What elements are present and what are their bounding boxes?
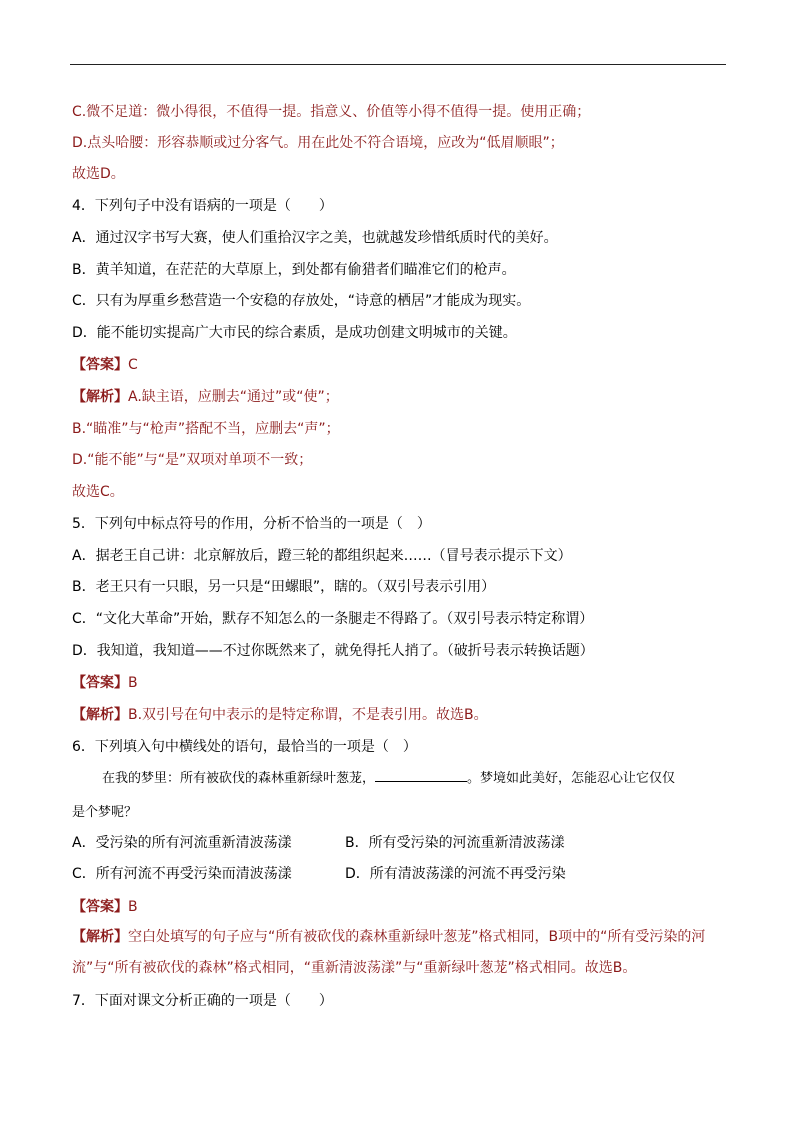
q4-explanation-d: D.“能不能”与“是”双项对单项不一致； bbox=[72, 452, 313, 468]
answer-tag: 【答案】 bbox=[72, 899, 128, 915]
q6-passage-line2: 是个梦呢？ bbox=[72, 805, 138, 820]
q6-explanation bbox=[72, 922, 726, 984]
explanation-text: 空白处填写的句子应与“所有被砍伐的森林重新绿叶葱茏”格式相同，B项中的“所有受污染的河流”与“所有被砍伐的森林”格式相同，“重新清波荡漾”与“重新绿叶葱茏”格式相同。故选B。 bbox=[72, 929, 706, 976]
explanation-tag: 【解析】 bbox=[72, 389, 128, 405]
explanation-text: A.缺主语，应删去“通过”或“使”； bbox=[128, 389, 339, 405]
explanation-tag: 【解析】 bbox=[72, 707, 128, 723]
q4-explanation-b: B.“瞄准”与“枪声”搭配不当，应删去“声”； bbox=[72, 421, 340, 437]
passage-text-1: 在我的梦里：所有被砍伐的森林重新绿叶葱茏， bbox=[102, 771, 376, 786]
q4-option-d: D．能不能切实提高广大市民的综合素质，是成功创建文明城市的关键。 bbox=[72, 325, 517, 341]
explanation-tag: 【解析】 bbox=[72, 929, 128, 945]
answer-tag: 【答案】 bbox=[72, 675, 128, 691]
answer-tag: 【答案】 bbox=[72, 357, 128, 373]
q4-option-c: C．只有为厚重乡愁营造一个安稳的存放处，“诗意的栖居”才能成为现实。 bbox=[72, 293, 531, 309]
q4-option-a: A．通过汉字书写大赛，使人们重拾汉字之美，也就越发珍惜纸质时代的美好。 bbox=[72, 230, 558, 246]
q5-explanation bbox=[72, 706, 488, 724]
q6-option-b: B．所有受污染的河流重新清波荡漾 bbox=[345, 835, 565, 851]
q5-option-c: C．“文化大革命”开始，默存不知怎么的一条腿走不得路了。（双引号表示特定称谓） bbox=[72, 611, 594, 627]
q4-explanation-a bbox=[72, 388, 339, 406]
explanation-text: B.双引号在句中表示的是特定称谓，不是表引用。故选B。 bbox=[128, 707, 488, 723]
question-6: 6．下列填入句中横线处的语句，最恰当的一项是（ ） bbox=[72, 739, 417, 755]
q5-answer bbox=[72, 674, 138, 692]
header-rule bbox=[70, 64, 726, 65]
q5-option-b: B．老王只有一只眼，另一只是“田螺眼”，瞎的。（双引号表示引用） bbox=[72, 579, 496, 595]
passage-text-2: 。梦境如此美好，怎能忍心让它仅仅 bbox=[467, 771, 676, 786]
question-5: 5．下列句中标点符号的作用，分析不恰当的一项是（ ） bbox=[72, 516, 431, 532]
question-7: 7．下面对课文分析正确的一项是（ ） bbox=[72, 993, 333, 1009]
choose-d: 故选D。 bbox=[72, 166, 125, 182]
answer-value: B bbox=[128, 899, 138, 915]
q6-option-d: D．所有清波荡漾的河流不再受污染 bbox=[345, 866, 566, 882]
q5-option-a: A．据老王自己讲：北京解放后，蹬三轮的都组织起来……（冒号表示提示下文） bbox=[72, 548, 572, 564]
fill-blank bbox=[375, 767, 467, 782]
q6-passage bbox=[72, 762, 726, 830]
q4-option-b: B．黄羊知道，在茫茫的大草原上，到处都有偷猎者们瞄准它们的枪声。 bbox=[72, 262, 516, 278]
answer-value: B bbox=[128, 675, 138, 691]
q6-option-a: A．受污染的所有河流重新清波荡漾 bbox=[72, 835, 292, 851]
q4-answer bbox=[72, 356, 138, 374]
question-4: 4．下列句子中没有语病的一项是（ ） bbox=[72, 198, 333, 214]
option-c-explanation: C.微不足道：微小得很，不值得一提。指意义、价值等小得不值得一提。使用正确； bbox=[72, 104, 591, 120]
option-d-explanation: D.点头哈腰：形容恭顺或过分客气。用在此处不符合语境，应改为“低眉顺眼”； bbox=[72, 135, 564, 151]
q6-answer bbox=[72, 898, 138, 916]
q6-passage-line1 bbox=[72, 762, 726, 796]
q5-option-d: D．我知道，我知道——不过你既然来了，就免得托人捎了。（破折号表示转换话题） bbox=[72, 643, 594, 659]
answer-value: C bbox=[128, 357, 138, 373]
q6-option-c: C．所有河流不再受污染而清波荡漾 bbox=[72, 866, 292, 882]
choose-c: 故选C。 bbox=[72, 484, 124, 500]
